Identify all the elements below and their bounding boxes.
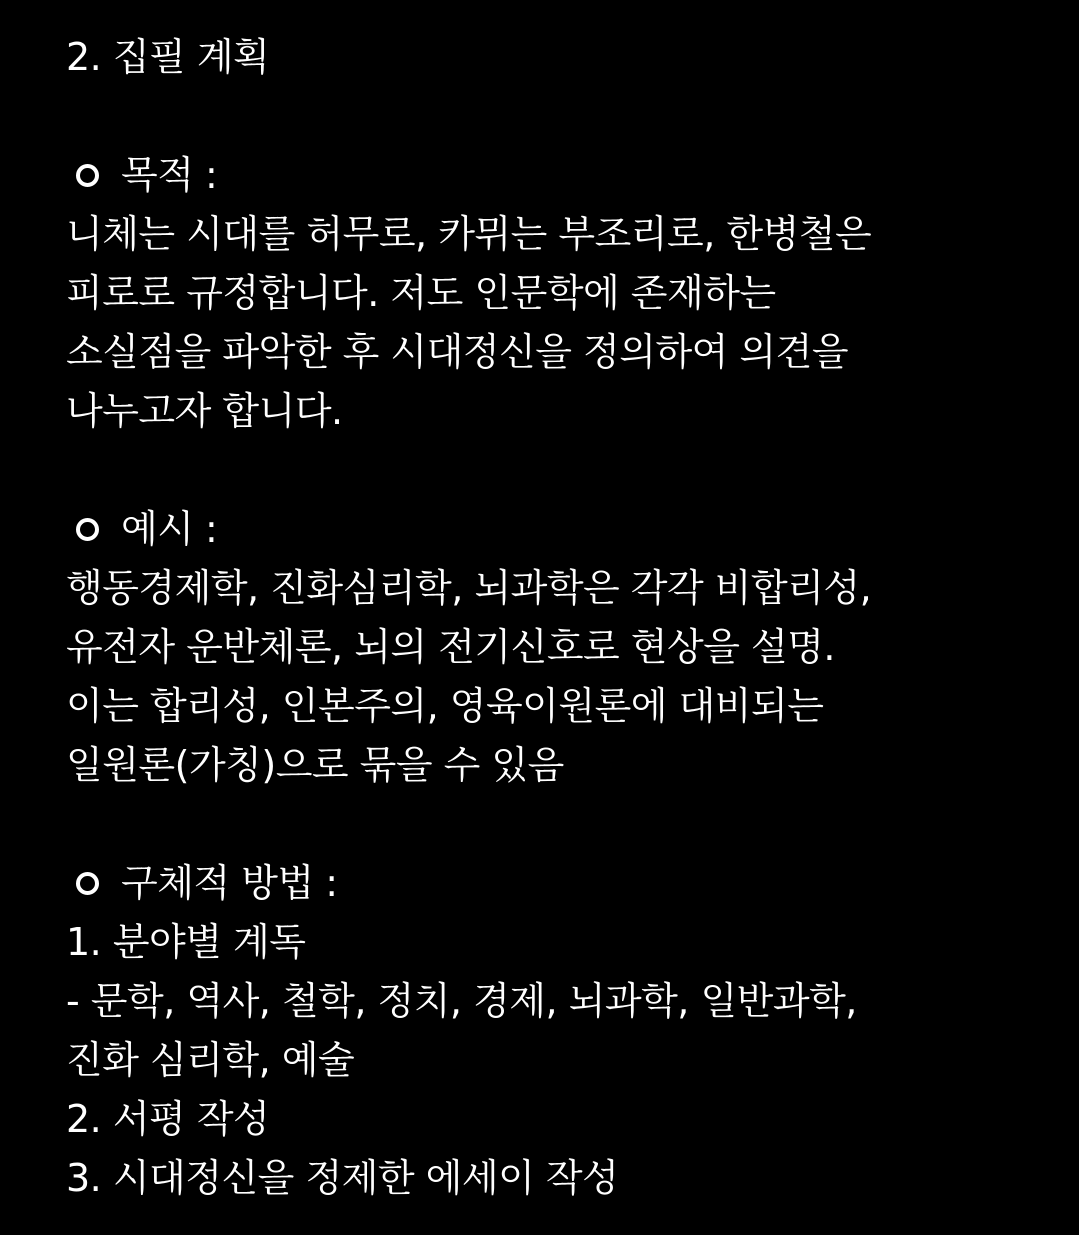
method-line: 1. 분야별 계독: [66, 920, 306, 964]
example-heading: 예시 :: [121, 507, 218, 551]
section-title: 2. 집필 계획: [66, 35, 270, 79]
purpose-heading-row: [66, 146, 1056, 205]
method-line: 진화 심리학, 예술: [66, 1038, 355, 1082]
purpose-line: 피로로 규정합니다. 저도 인문학에 존재하는: [66, 271, 776, 315]
method-line: - 문학, 역사, 철학, 정치, 경제, 뇌과학, 일반과학,: [66, 979, 857, 1023]
example-line: 유전자 운반체론, 뇌의 전기신호로 현상을 설명.: [66, 625, 836, 669]
example-line: 행동경제학, 진화심리학, 뇌과학은 각각 비합리성,: [66, 566, 872, 610]
example-heading-row: [66, 500, 1056, 559]
method-heading: 구체적 방법 :: [121, 861, 338, 905]
purpose-line: 소실점을 파악한 후 시대정신을 정의하여 의견을: [66, 330, 849, 374]
spacer: [66, 795, 1056, 854]
purpose-line: 나누고자 합니다.: [66, 389, 343, 433]
circle-bullet-icon: [76, 164, 99, 187]
method-line: 2. 서평 작성: [66, 1097, 270, 1141]
spacer: [66, 441, 1056, 500]
document-body: [66, 28, 1056, 1208]
example-line: 이는 합리성, 인본주의, 영육이원론에 대비되는: [66, 684, 824, 728]
method-heading-row: [66, 854, 1056, 913]
spacer: [66, 87, 1056, 146]
method-line: 3. 시대정신을 정제한 에세이 작성: [66, 1156, 619, 1200]
example-line: 일원론(가칭)으로 묶을 수 있음: [66, 743, 564, 787]
purpose-heading: 목적 :: [121, 153, 218, 197]
purpose-line: 니체는 시대를 허무로, 카뮈는 부조리로, 한병철은: [66, 212, 872, 256]
circle-bullet-icon: [76, 518, 99, 541]
circle-bullet-icon: [76, 872, 99, 895]
